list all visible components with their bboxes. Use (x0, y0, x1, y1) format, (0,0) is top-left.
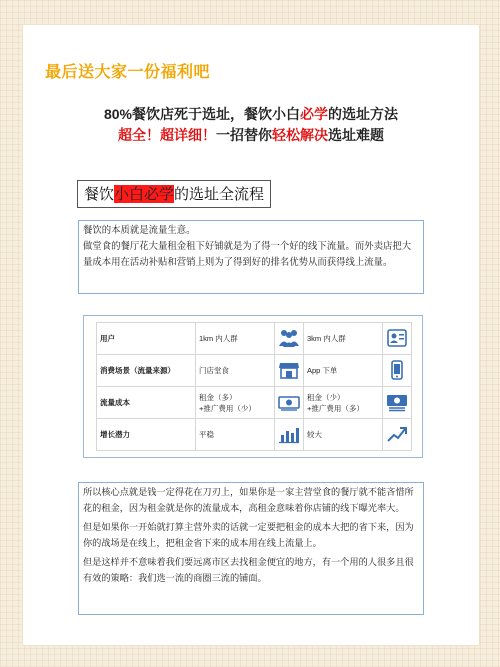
cell-value (304, 387, 383, 419)
section-heading (77, 180, 271, 208)
growth-arrow-icon (383, 419, 412, 451)
subtitle-text: 一招替你 (216, 127, 272, 143)
cell-line: +推广费用（少） (199, 403, 256, 413)
store-icon (275, 355, 304, 387)
cell-value: 3km 内人群 (304, 323, 383, 355)
table-row (97, 355, 412, 387)
table-row (97, 419, 412, 451)
money-icon (275, 387, 304, 419)
section-heading-text: 餐饮 (84, 185, 115, 203)
phone-icon (383, 355, 412, 387)
subtitle-text: 80%餐饮店死于选址，餐饮小白 (103, 106, 301, 122)
intro-line: 做堂食的餐厅花大量租金租下好铺就是为了得一个好的线下流量。而外卖店把大量成本用在活动补贴和营销上则为了得到好的排名优势从而获得线上流量。 (83, 241, 412, 268)
money-icon (383, 387, 412, 419)
row-label: 用户 (97, 323, 196, 355)
row-label: 流量成本 (97, 387, 196, 419)
cell-value: 门店堂食 (196, 355, 275, 387)
people-icon (275, 323, 304, 355)
profile-icon (383, 323, 412, 355)
section-heading-highlight: 小白必学 (114, 185, 175, 203)
body-paragraph: 但是这样并不意味着我们要远离市区去找租金便宜的地方，有一个用的人很多且很有效的策略：我们选一流的商圈三流的铺面。 (83, 557, 414, 584)
comparison-table-card (83, 315, 423, 458)
cell-value (196, 387, 275, 419)
cell-line: 租金（少） (307, 392, 345, 402)
cell-value: App 下单 (304, 355, 383, 387)
subtitle-line-2 (23, 125, 479, 145)
page-title: 最后送大家一份福利吧 (45, 64, 211, 81)
intro-line: 餐饮的本质就是流量生意。 (83, 225, 196, 236)
subtitle-text: 选址难题 (328, 127, 384, 143)
subtitle-highlight: 超全！超详细！ (118, 127, 216, 143)
subtitle-text: 的选址方法 (328, 106, 399, 122)
subtitle-highlight: 必学 (300, 106, 329, 122)
body-text-box (78, 482, 424, 615)
body-paragraph: 所以核心点就是钱一定得花在刀刃上，如果你是一家主营堂食的餐厅就不能吝惜所花的租金，因为租金就是你的流量成本，高租金意味着你店铺的线下曝光率大。 (83, 487, 414, 514)
cell-value: 平稳 (196, 419, 275, 451)
table-row (97, 323, 412, 355)
content-card (22, 24, 480, 646)
row-label: 消费场景（流量来源） (97, 355, 196, 387)
row-label: 增长潜力 (97, 419, 196, 451)
cell-value: 1km 内人群 (196, 323, 275, 355)
cell-value: 较大 (304, 419, 383, 451)
subtitle-highlight: 轻松解决 (272, 127, 328, 143)
comparison-table (96, 322, 412, 451)
cell-line: 租金（多） (199, 392, 237, 402)
table-row (97, 387, 412, 419)
bar-chart-icon (275, 419, 304, 451)
subtitle-line-1 (23, 104, 479, 124)
cell-line: +推广费用（多） (307, 403, 364, 413)
section-heading-text: 的选址全流程 (174, 185, 265, 203)
intro-box (78, 220, 424, 294)
body-paragraph: 但是如果你一开始就打算主营外卖的话就一定要把租金的成本大把的省下来，因为你的战场是在线上，把租金省下来的成本用在线上流量上。 (83, 522, 414, 549)
